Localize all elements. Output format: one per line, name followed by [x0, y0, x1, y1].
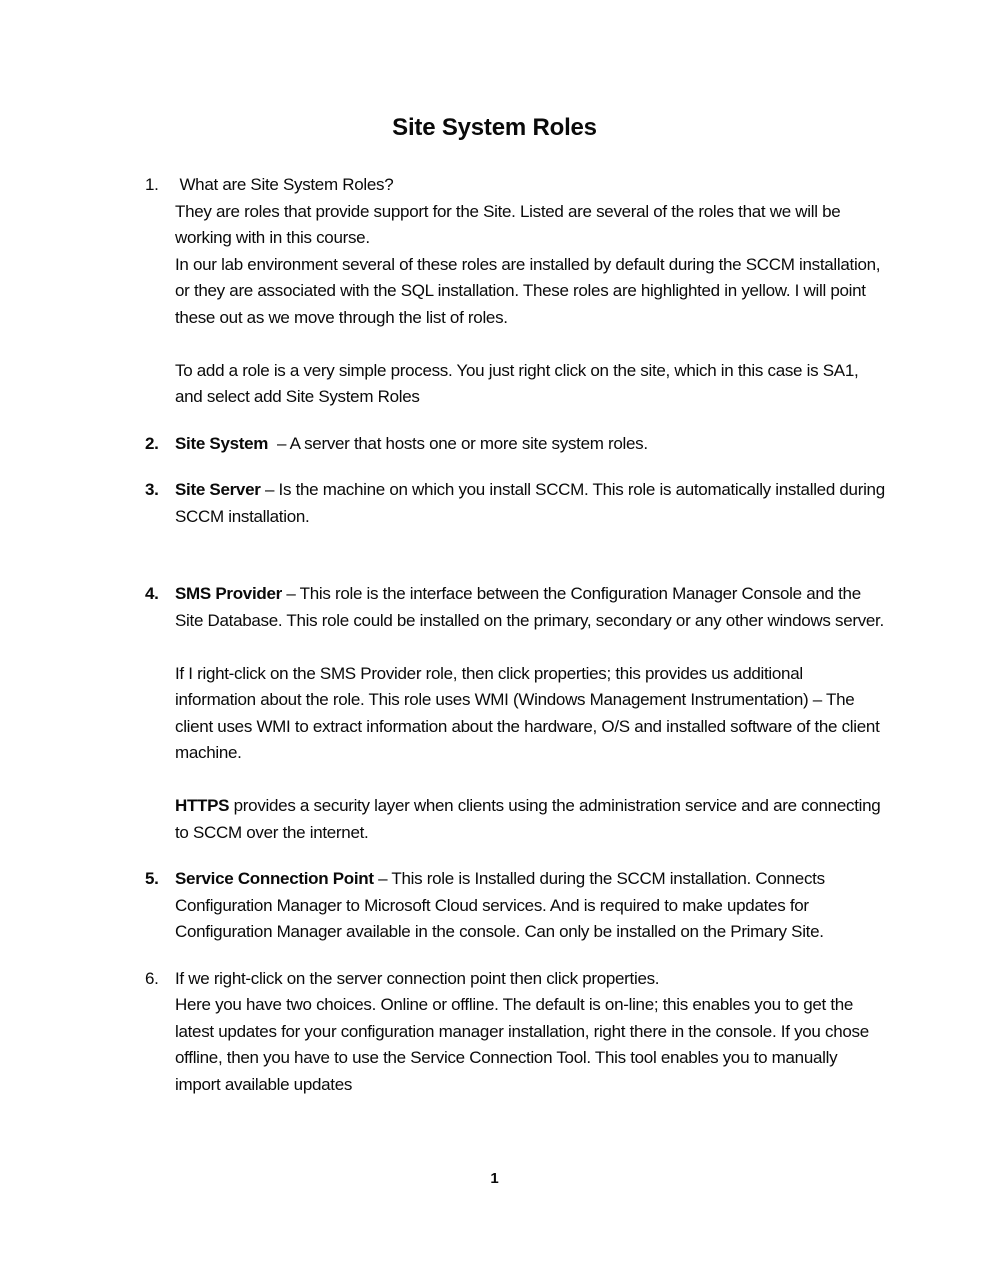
- bold-lead: SMS Provider: [175, 584, 282, 603]
- paragraph-text: Here you have two choices. Online or offline. The default is on-line; this enables you to get the latest updates for your configuration manager installation, right there in the console. If you chose offline, then you have to use the Service Connection Tool. This tool enables you to manually import available updates: [175, 995, 874, 1094]
- paragraph: [175, 477, 890, 530]
- numbered-item-6: [145, 966, 989, 1099]
- paragraph-text: provides a security layer when clients using the administration service and are connecting to SCCM over the internet.: [175, 796, 885, 842]
- item-number: 5.: [145, 869, 159, 888]
- paragraph-text: They are roles that provide support for the Site. Listed are several of the roles that we will be working with in this course.: [175, 201, 845, 247]
- numbered-list: [0, 172, 989, 1098]
- paragraph: [175, 793, 885, 846]
- paragraph-text: – Is the machine on which you install SCCM. This role is automatically installed during SCCM installation.: [175, 480, 890, 526]
- paragraph: [175, 966, 885, 993]
- numbered-item-1: [145, 172, 989, 411]
- numbered-item-3: [145, 477, 989, 530]
- bold-lead: Site System: [175, 433, 269, 453]
- item-number: 3.: [145, 480, 159, 499]
- page-number: 1: [490, 1170, 499, 1187]
- bold-lead: Service Connection Point: [175, 869, 374, 888]
- paragraph: [175, 172, 885, 199]
- paragraph-text: If I right-click on the SMS Provider role, then click properties; this provides us additional information about the role. This role uses WMI (Windows Management Instrumentation) – The client uses WMI to extract information about the hardware, O/S and installed software of the client machine.: [175, 663, 884, 762]
- paragraph: [175, 199, 885, 252]
- bold-lead: Site Server: [175, 480, 261, 499]
- item-body: [175, 966, 885, 1099]
- paragraph: [175, 866, 885, 946]
- item-number: 4.: [145, 584, 159, 603]
- paragraph: [175, 992, 885, 1098]
- paragraph: [175, 661, 885, 767]
- item-number: 1.: [145, 175, 159, 194]
- page-title: Site System Roles: [392, 114, 597, 141]
- paragraph-text: What are Site System Roles?: [175, 175, 394, 194]
- paragraph: [175, 358, 885, 411]
- bold-lead: HTTPS: [175, 796, 230, 815]
- item-number: 6.: [145, 968, 159, 988]
- item-body: [175, 866, 885, 946]
- paragraph: [175, 431, 885, 458]
- paragraph: [175, 252, 885, 332]
- item-number: 2.: [145, 433, 159, 453]
- numbered-item-5: [145, 866, 989, 946]
- paragraph-text: – A server that hosts one or more site system roles.: [268, 433, 648, 453]
- item-body: [175, 581, 885, 846]
- numbered-item-2: [145, 431, 989, 458]
- item-body: [175, 172, 885, 411]
- paragraph-text: – This role is Installed during the SCCM installation. Connects Configuration Manager to Microsoft Cloud services. And is required to make updates for Configuration Manager available in the console. Can only be installed on the Primary Site.: [175, 869, 830, 941]
- item-body: [175, 431, 885, 458]
- paragraph: [175, 581, 885, 634]
- paragraph-text: To add a role is a very simple process. You just right click on the site, which in this case is SA1, and select add Site System Roles: [175, 360, 863, 406]
- paragraph-text: If we right-click on the server connection point then click properties.: [175, 968, 660, 988]
- paragraph-text: In our lab environment several of these roles are installed by default during the SCCM installation, or they are associated with the SQL installation. These roles are highlighted in yellow. I will point these out as we move through the list of roles.: [175, 254, 885, 327]
- numbered-item-4: [145, 581, 989, 846]
- item-body: [175, 477, 890, 530]
- paragraph-text: – This role is the interface between the Configuration Manager Console and the Site Database. This role could be installed on the primary, secondary or any other windows server.: [175, 584, 884, 630]
